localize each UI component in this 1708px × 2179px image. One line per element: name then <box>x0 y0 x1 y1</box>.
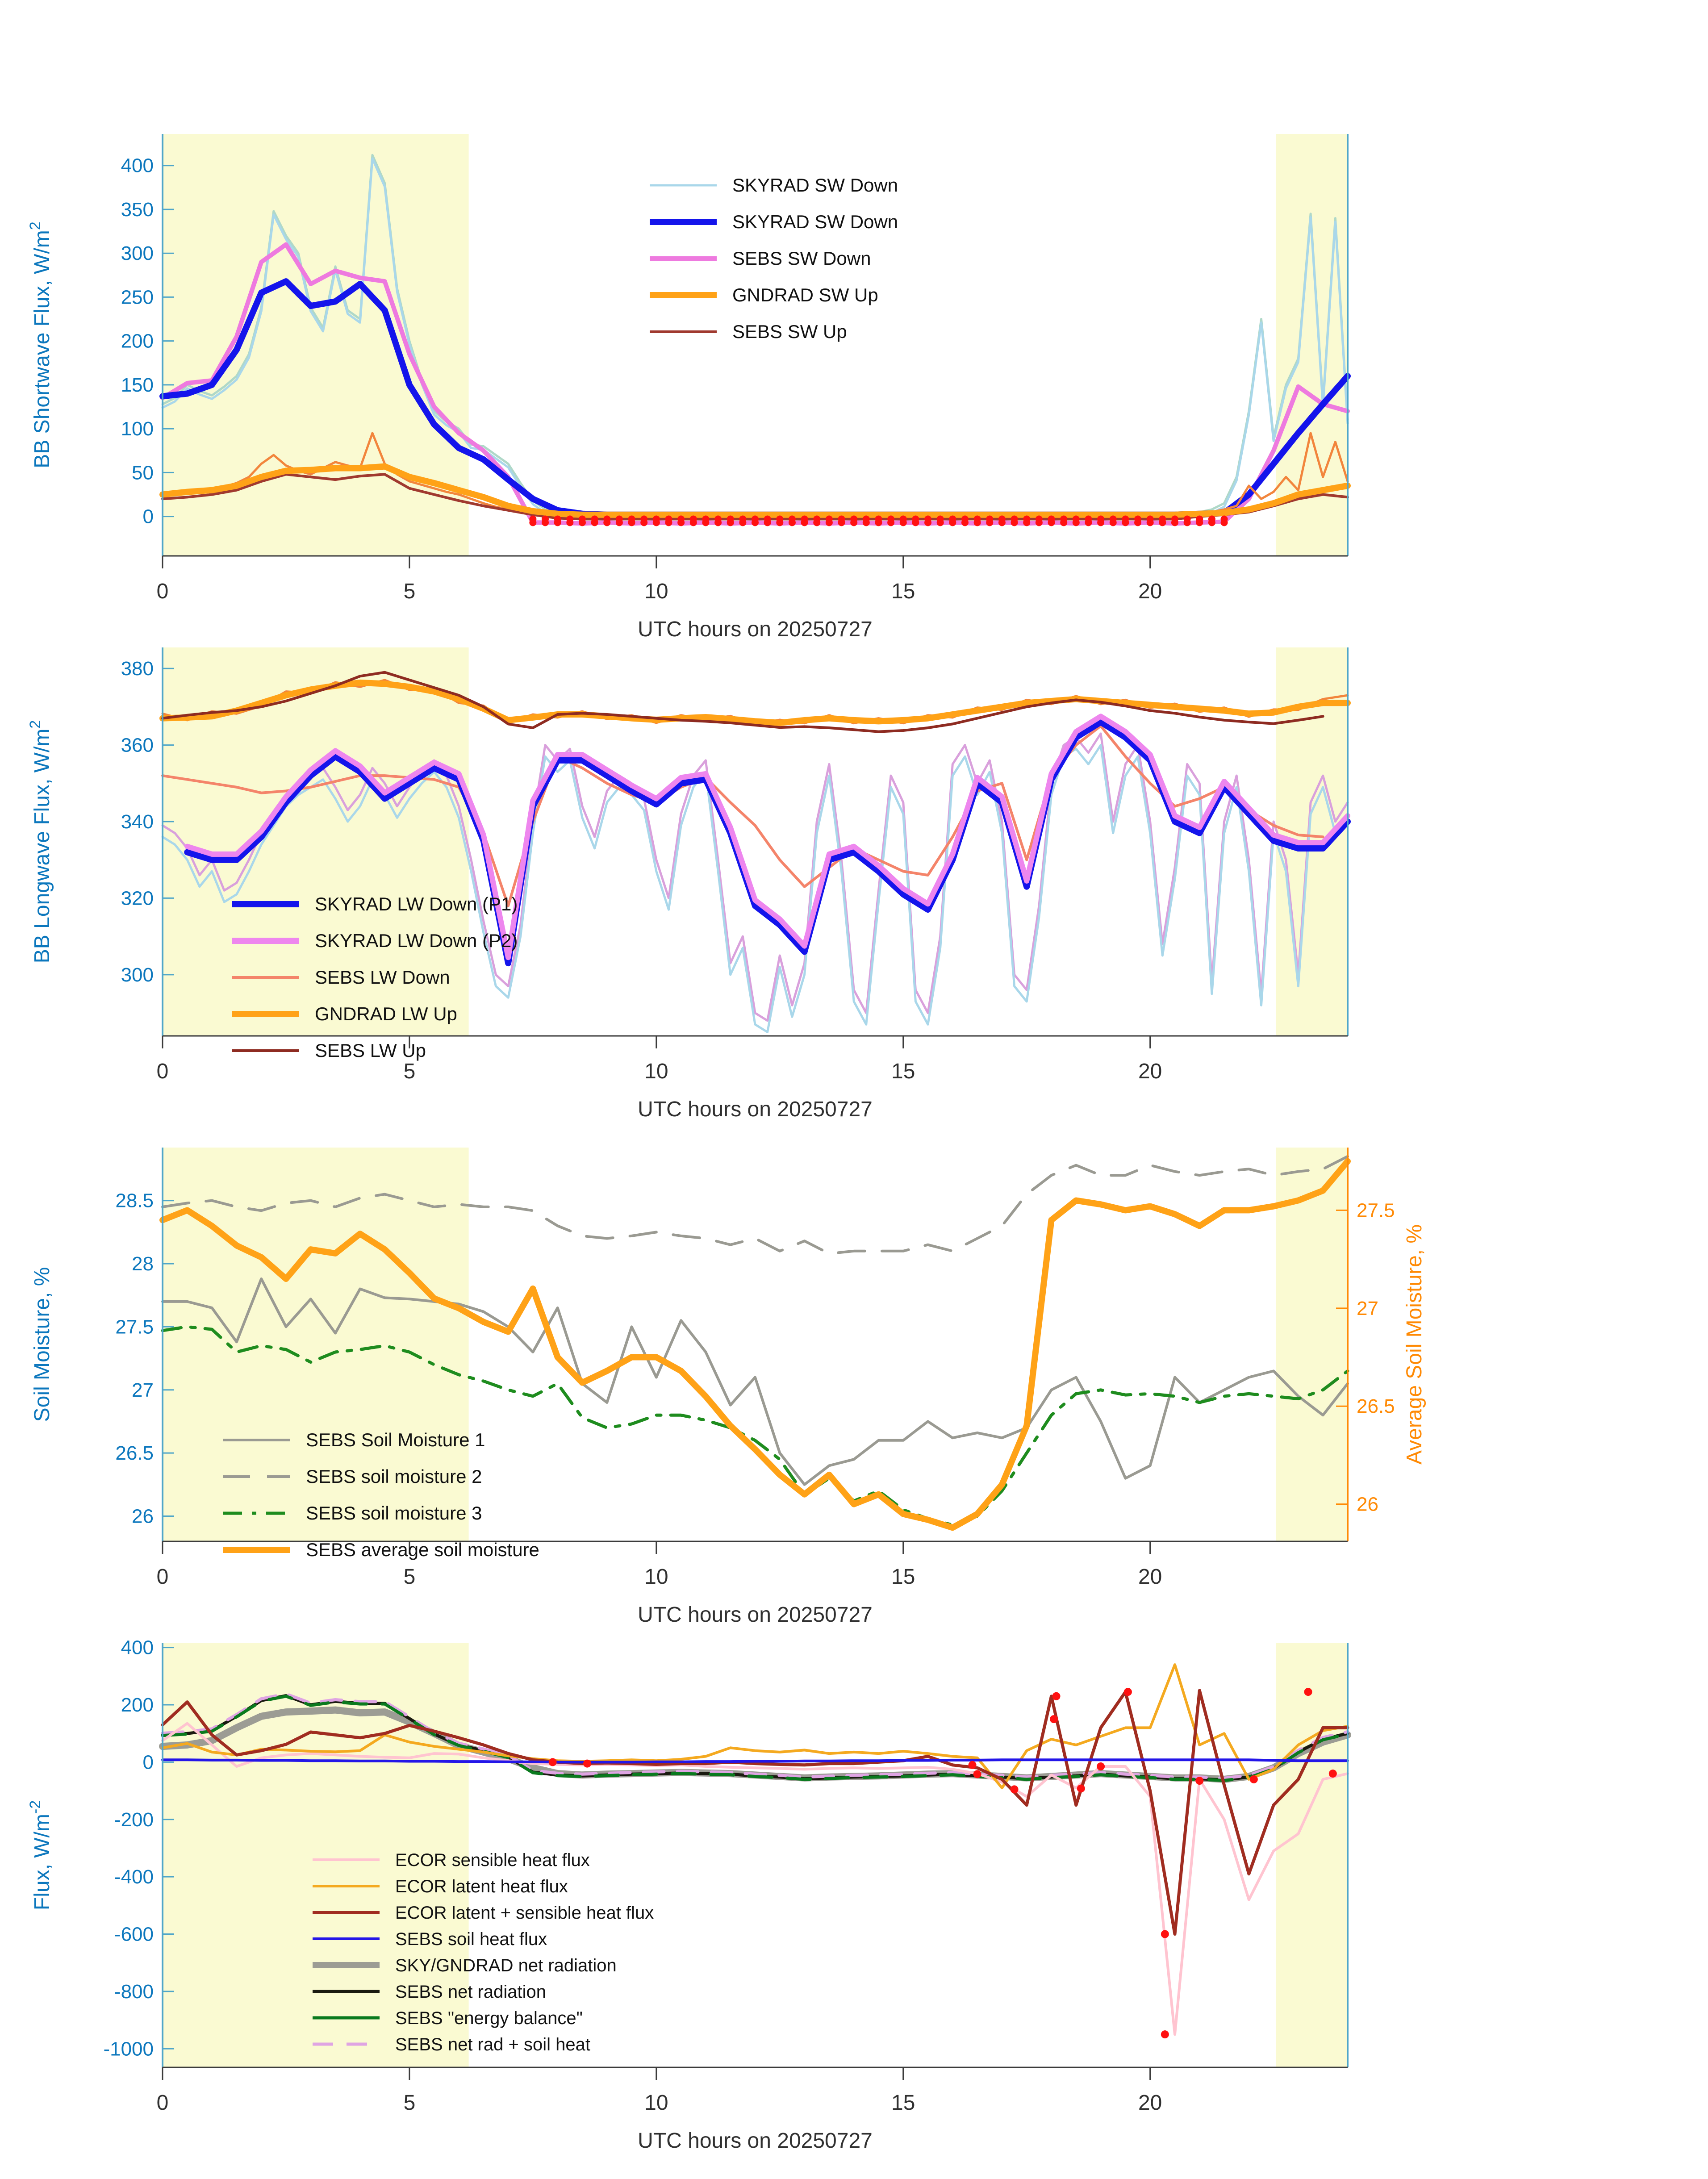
qc-dot <box>1052 1692 1061 1700</box>
qc-dot <box>583 1760 591 1768</box>
qc-dot <box>1161 1930 1169 1938</box>
right-tick-label: 27 <box>1357 1297 1378 1319</box>
legend-label: GNDRAD SW Up <box>732 284 878 305</box>
x-tick-label: 15 <box>891 2091 915 2115</box>
qc-dot <box>986 519 993 526</box>
qc-dot <box>554 519 561 526</box>
qc-dot <box>714 519 722 526</box>
x-tick-label: 5 <box>403 1565 416 1589</box>
qc-dot <box>875 519 882 526</box>
y-tick-label: 200 <box>121 1694 154 1716</box>
qc-dot <box>677 519 685 526</box>
qc-dot <box>579 519 586 526</box>
x-tick-label: 5 <box>403 1060 416 1083</box>
qc-dot <box>739 519 746 526</box>
y-axis-title: BB Longwave Flux, $W/m^2$ <box>27 720 54 964</box>
qc-dot <box>653 519 660 526</box>
qc-dot <box>912 519 919 526</box>
qc-dot <box>603 519 610 526</box>
qc-dot <box>1011 519 1018 526</box>
panel-flux <box>27 1637 1348 2153</box>
legend-label: SKYRAD LW Down (P2) <box>315 930 518 951</box>
y-tick-label: 27 <box>132 1379 154 1401</box>
qc-dot <box>826 519 833 526</box>
series-sebs-soil-heat-flux <box>163 1760 1348 1762</box>
legend-shortwave <box>650 175 898 342</box>
qc-dot <box>1208 519 1215 526</box>
qc-dot <box>1097 1762 1105 1770</box>
qc-dot <box>813 519 820 526</box>
right-tick-label: 26.5 <box>1357 1395 1395 1418</box>
qc-dot <box>949 519 956 526</box>
y-tick-label: 360 <box>121 734 154 756</box>
qc-dot <box>1221 519 1228 526</box>
x-tick-label: 10 <box>644 580 668 603</box>
y-axis-title: Flux, $W/m^{-2}$ <box>27 1800 54 1911</box>
highlight-band <box>1276 1148 1348 1541</box>
y-tick-label: 380 <box>121 658 154 680</box>
y-tick-label: 300 <box>121 964 154 986</box>
y-tick-label: -200 <box>114 1808 154 1831</box>
qc-dot <box>1085 519 1092 526</box>
qc-dot <box>1184 519 1191 526</box>
y-tick-label: -800 <box>114 1980 154 2003</box>
y-tick-label: 400 <box>121 154 154 177</box>
qc-dot <box>1036 519 1043 526</box>
legend-label: SEBS soil heat flux <box>395 1929 547 1949</box>
qc-dot <box>529 519 536 526</box>
y-tick-label: 28.5 <box>115 1190 154 1212</box>
qc-dot <box>961 519 969 526</box>
qc-dot <box>752 519 759 526</box>
qc-dot <box>1196 519 1203 526</box>
legend-label: SKYRAD SW Down <box>732 175 898 196</box>
legend-label: SEBS Soil Moisture 1 <box>306 1429 485 1450</box>
x-tick-label: 10 <box>644 2091 668 2115</box>
qc-dot <box>764 519 771 526</box>
highlight-band <box>1276 1643 1348 2067</box>
legend-label: SEBS soil moisture 3 <box>306 1503 482 1524</box>
legend-label: SKYRAD LW Down (P1) <box>315 893 518 914</box>
y-tick-label: 250 <box>121 286 154 309</box>
legend-label: SKY/GNDRAD net radiation <box>395 1956 617 1975</box>
x-axis-title: UTC hours on 20250727 <box>638 618 873 641</box>
x-tick-label: 10 <box>644 1565 668 1589</box>
y-tick-label: 26 <box>132 1505 154 1528</box>
y-tick-label: -400 <box>114 1866 154 1888</box>
qc-dot <box>566 519 573 526</box>
legend-label: SEBS net radiation <box>395 1982 546 2002</box>
qc-dot <box>924 519 931 526</box>
qc-dot <box>1250 1775 1258 1783</box>
qc-dot <box>838 519 845 526</box>
legend-label: SEBS average soil moisture <box>306 1539 539 1560</box>
qc-dot <box>591 519 598 526</box>
qc-dot <box>1122 519 1129 526</box>
legend-label: SEBS net rad + soil heat <box>395 2035 590 2054</box>
qc-dot <box>1161 2030 1169 2038</box>
qc-dot <box>1011 1785 1019 1793</box>
x-tick-label: 20 <box>1138 580 1162 603</box>
qc-dot <box>900 519 907 526</box>
qc-dot <box>1159 519 1166 526</box>
qc-dot <box>850 519 857 526</box>
x-tick-label: 15 <box>891 1565 915 1589</box>
x-tick-label: 20 <box>1138 1060 1162 1083</box>
x-tick-label: 20 <box>1138 2091 1162 2115</box>
legend-label: SEBS "energy balance" <box>395 2008 583 2028</box>
qc-dot <box>1050 1715 1058 1723</box>
qc-dot <box>1171 519 1178 526</box>
x-tick-label: 0 <box>156 2091 169 2115</box>
x-tick-label: 15 <box>891 1060 915 1083</box>
x-axis-title: UTC hours on 20250727 <box>638 1603 873 1627</box>
y-tick-label: 26.5 <box>115 1442 154 1465</box>
qc-dot <box>665 519 672 526</box>
qc-dot <box>1195 1777 1203 1785</box>
legend-label: SEBS soil moisture 2 <box>306 1466 482 1487</box>
qc-dot <box>542 519 549 526</box>
x-tick-label: 0 <box>156 1060 169 1083</box>
x-axis-title: UTC hours on 20250727 <box>638 2129 873 2153</box>
right-axis-title: Average Soil Moisture, % <box>1403 1224 1426 1465</box>
y-tick-label: 150 <box>121 374 154 396</box>
qc-dot <box>727 519 734 526</box>
qc-dot <box>1147 519 1154 526</box>
legend-label: SKYRAD SW Down <box>732 211 898 232</box>
legend-label: SEBS LW Up <box>315 1040 426 1061</box>
y-tick-label: -600 <box>114 1923 154 1945</box>
legend-label: SEBS SW Down <box>732 248 871 269</box>
panel-longwave <box>27 647 1348 1121</box>
qc-dot <box>887 519 894 526</box>
legend-label: ECOR latent heat flux <box>395 1877 568 1896</box>
qc-dot <box>974 519 981 526</box>
right-tick-label: 27.5 <box>1357 1199 1395 1222</box>
y-tick-label: 340 <box>121 811 154 833</box>
x-tick-label: 0 <box>156 580 169 603</box>
y-tick-label: 350 <box>121 198 154 221</box>
qc-dot <box>702 519 709 526</box>
y-tick-label: 28 <box>132 1253 154 1275</box>
qc-dot <box>640 519 647 526</box>
legend-label: GNDRAD LW Up <box>315 1003 457 1024</box>
qc-dot <box>1097 519 1104 526</box>
qc-dot <box>1073 519 1080 526</box>
qc-dot <box>801 519 808 526</box>
qc-dot <box>1060 519 1067 526</box>
qc-dot <box>1329 1770 1337 1778</box>
qc-dot <box>789 519 796 526</box>
qc-dot <box>1124 1688 1132 1696</box>
panel-soil-moisture <box>30 1148 1426 1627</box>
legend-label: SEBS LW Down <box>315 967 450 988</box>
qc-dot <box>973 1770 981 1778</box>
qc-dot <box>1077 1784 1085 1792</box>
y-tick-label: 320 <box>121 887 154 910</box>
x-tick-label: 0 <box>156 1565 169 1589</box>
legend-label: SEBS SW Up <box>732 321 847 342</box>
x-axis-title: UTC hours on 20250727 <box>638 1098 873 1121</box>
qc-dot <box>1134 519 1141 526</box>
x-tick-label: 20 <box>1138 1565 1162 1589</box>
qc-dot <box>776 519 783 526</box>
legend-label: ECOR latent + sensible heat flux <box>395 1903 654 1923</box>
qc-dot <box>1110 519 1117 526</box>
legend-label: ECOR sensible heat flux <box>395 1850 590 1870</box>
y-tick-label: 100 <box>121 418 154 440</box>
y-tick-label: 200 <box>121 330 154 352</box>
panel-shortwave <box>27 134 1348 641</box>
qc-dot <box>998 519 1006 526</box>
qc-dot <box>616 519 623 526</box>
y-tick-label: -1000 <box>103 2038 154 2060</box>
y-tick-label: 27.5 <box>115 1316 154 1338</box>
qc-dot <box>863 519 870 526</box>
y-tick-label: 300 <box>121 242 154 265</box>
qc-dot <box>1304 1688 1312 1696</box>
qc-dot <box>690 519 697 526</box>
qc-dot <box>628 519 635 526</box>
x-tick-label: 5 <box>403 580 416 603</box>
y-axis-title: Soil Moisture, % <box>30 1267 54 1422</box>
y-tick-label: 400 <box>121 1636 154 1659</box>
qc-dot <box>969 1761 977 1769</box>
y-tick-label: 50 <box>132 462 154 484</box>
y-tick-label: 0 <box>142 1751 154 1774</box>
qc-dot <box>1023 519 1030 526</box>
x-tick-label: 15 <box>891 580 915 603</box>
right-tick-label: 26 <box>1357 1493 1378 1515</box>
qc-dot <box>937 519 944 526</box>
qc-dot <box>1048 519 1055 526</box>
qc-dot <box>549 1758 557 1766</box>
x-tick-label: 10 <box>644 1060 668 1083</box>
x-tick-label: 5 <box>403 2091 416 2115</box>
y-axis-title: BB Shortwave Flux, $W/m^2$ <box>27 221 54 468</box>
y-tick-label: 0 <box>142 505 154 528</box>
